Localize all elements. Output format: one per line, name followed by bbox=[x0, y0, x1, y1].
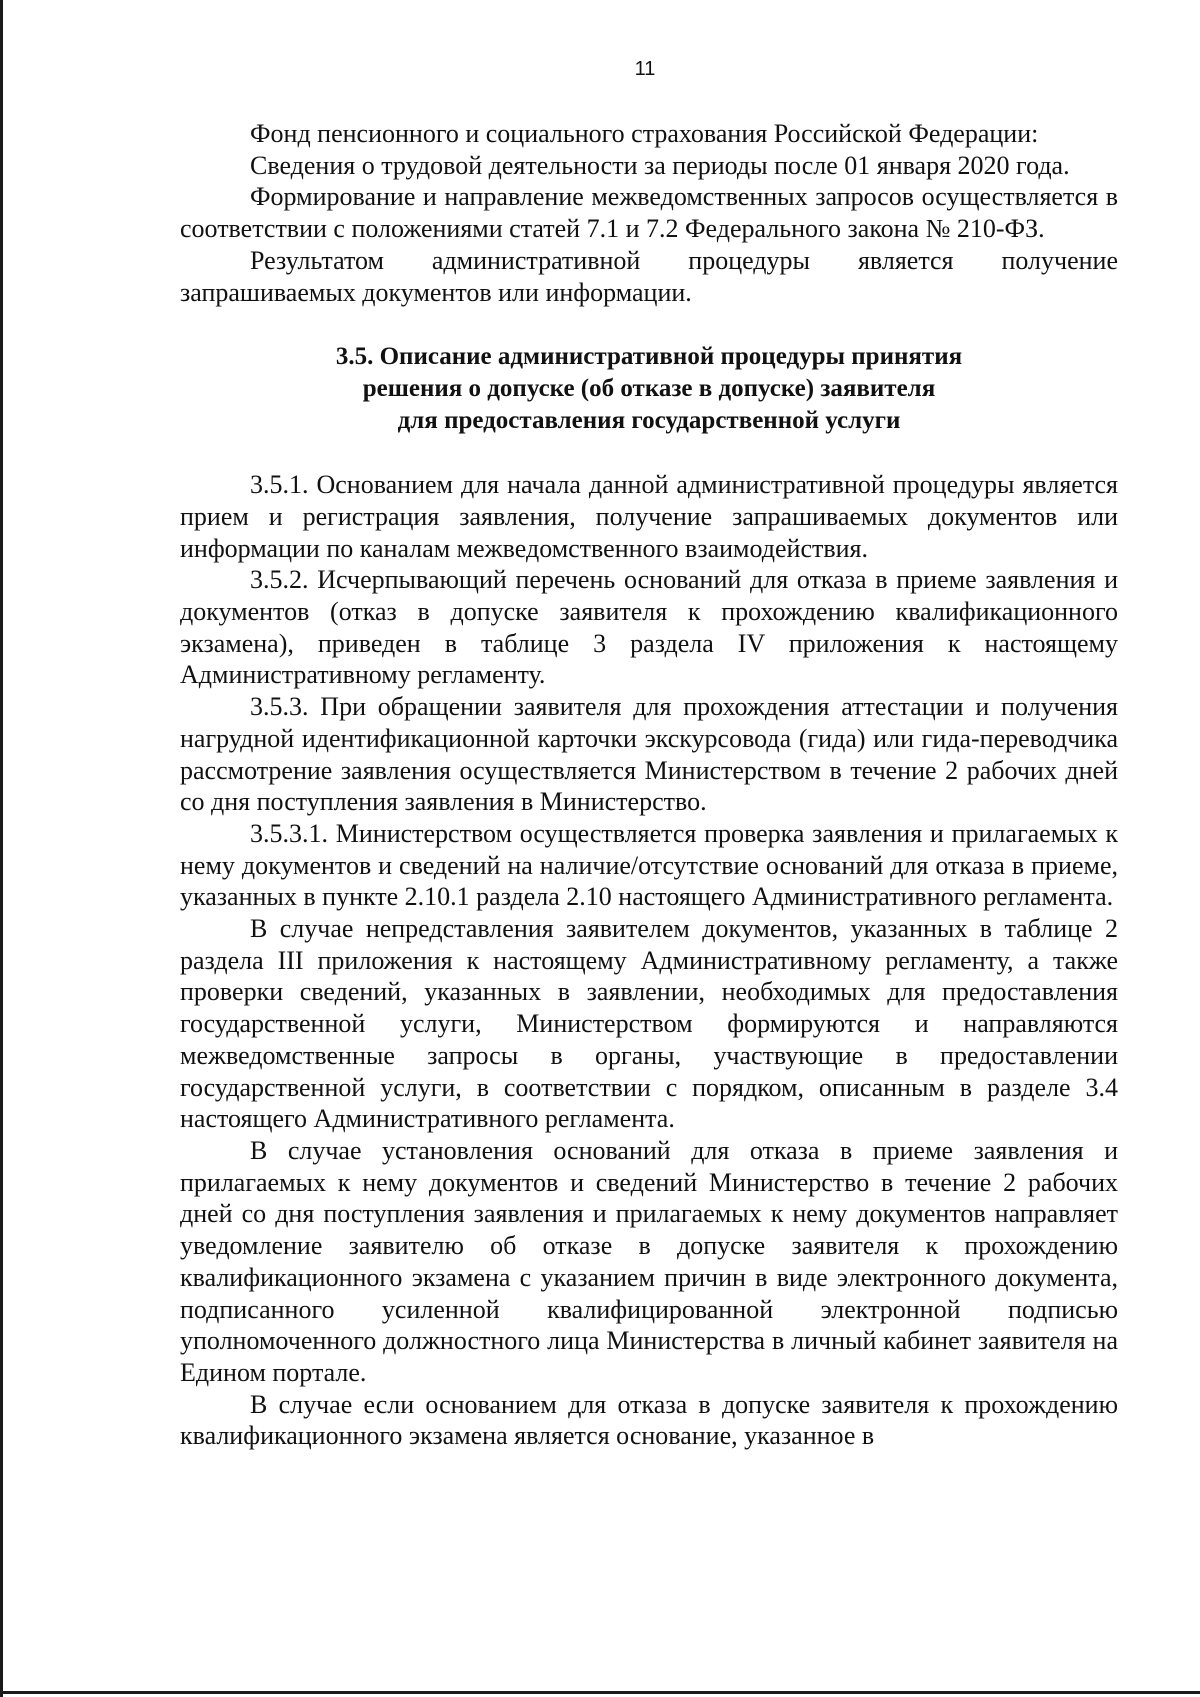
paragraph: Фонд пенсионного и социального страхования Российской Федерации: bbox=[250, 119, 1039, 148]
paragraph: Результатом административной процедуры является получение запрашиваемых документов или информации. bbox=[180, 245, 1118, 307]
section-heading bbox=[180, 341, 1118, 437]
document-body bbox=[180, 118, 1118, 1452]
paragraph: 3.5.3.1. Министерством осуществляется проверка заявления и прилагаемых к нему документов и сведений на наличие/отсутствие оснований для отказа в приеме, указанных в пункте 2.10.1 раздела 2.10 настоящего Административного регламента. bbox=[180, 818, 1118, 912]
paragraph: Формирование и направление межведомственных запросов осуществляется в соответствии с положениями статей 7.1 и 7.2 Федерального закона № 210-ФЗ. bbox=[180, 182, 1118, 244]
page-number: 11 bbox=[634, 58, 656, 80]
paragraph: В случае установления оснований для отказа в приеме заявления и прилагаемых к нему документов и сведений Министерство в течение 2 рабочих дней со дня поступления заявления и прилагаемых к нему документов направляет уведомление заявителю об отказе в допуске заявителя к прохождению квалификационного экзамена с указанием причин в виде электронного документа, подписанного усиленной квалифицированной электронной подписью уполномоченного должностного лица Министерства в личный кабинет заявителя на Едином портале. bbox=[180, 1135, 1118, 1387]
paragraph: В случае если основанием для отказа в допуске заявителя к прохождению квалификационного экзамена является основание, указанное в bbox=[180, 1389, 1118, 1451]
section-heading-line: для предоставления государственной услуги bbox=[397, 407, 901, 435]
page-border-left bbox=[0, 0, 3, 1697]
paragraph: 3.5.3. При обращении заявителя для прохождения аттестации и получения нагрудной идентификационной карточки экскурсовода (гида) или гида-переводчика рассмотрение заявления осуществляется Министерством в течение 2 рабочих дней со дня поступления заявления в Министерство. bbox=[180, 692, 1118, 817]
section-heading-line: решения о допуске (об отказе в допуске) заявителя bbox=[362, 375, 936, 403]
paragraph: 3.5.2. Исчерпывающий перечень оснований для отказа в приеме заявления и документов (отказ в допуске заявителя к прохождению квалификационного экзамена), приведен в таблице 3 раздела IV приложения к настоящему Административному регламенту. bbox=[180, 565, 1118, 690]
page-border-bottom bbox=[0, 1691, 1200, 1694]
paragraph: В случае непредставления заявителем документов, указанных в таблице 2 раздела III приложения к настоящему Административному регламенту, а также проверки сведений, указанных в заявлении, необходимых для предоставления государственной услуги, Министерством формируются и направляются межведомственные запросы в органы, участвующие в предоставлении государственной услуги, в соответствии с порядком, описанным в разделе 3.4 настоящего Административного регламента. bbox=[180, 914, 1118, 1134]
paragraph: 3.5.1. Основанием для начала данной административной процедуры является прием и регистрация заявления, получение запрашиваемых документов или информации по каналам межведомственного взаимодействия. bbox=[180, 470, 1118, 563]
paragraph: Сведения о трудовой деятельности за периоды после 01 января 2020 года. bbox=[250, 150, 1070, 180]
section-heading-line: 3.5. Описание административной процедуры принятия bbox=[335, 343, 963, 371]
